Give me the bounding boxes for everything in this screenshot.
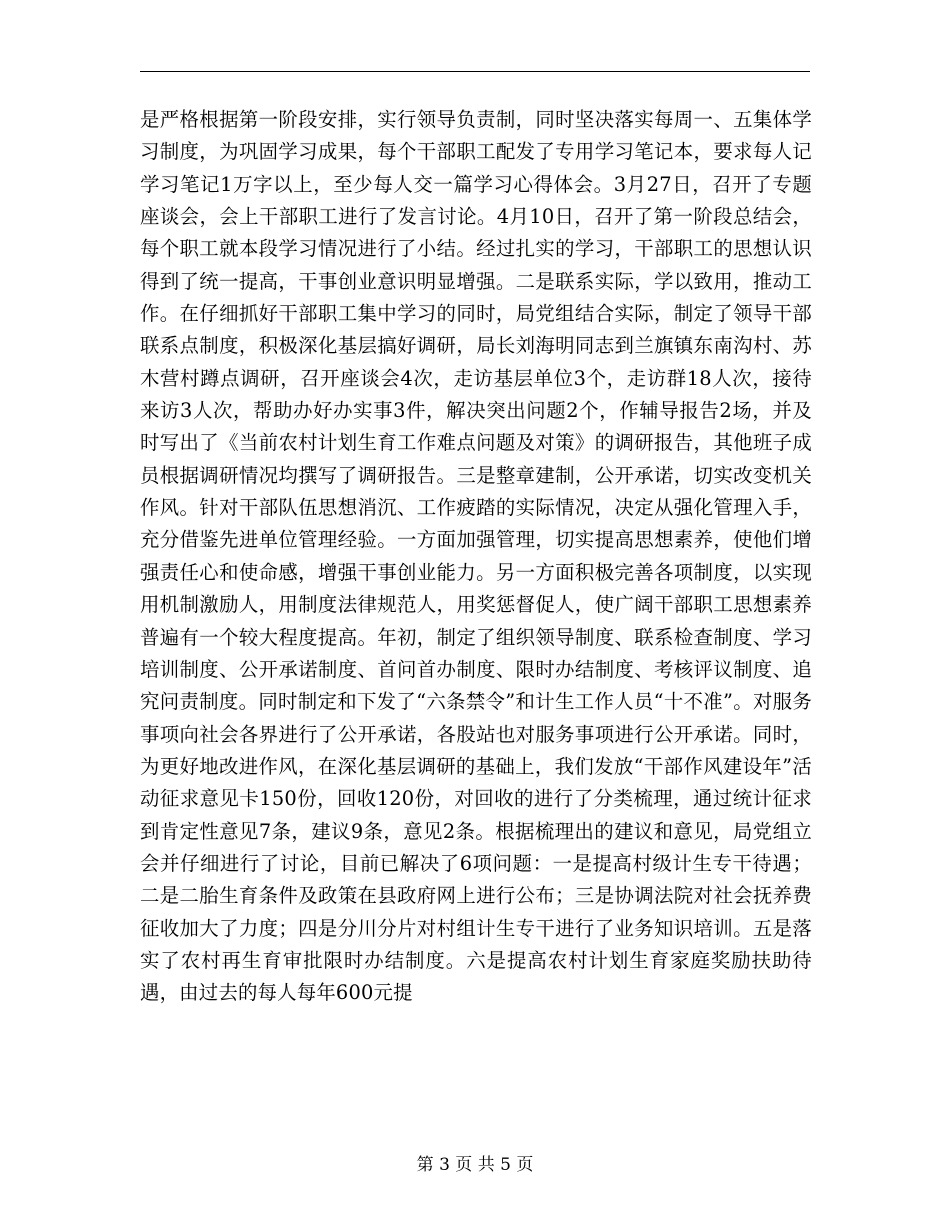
page-number: 第 3 页 共 5 页 [416,1155,534,1175]
header-divider [140,71,810,72]
body-paragraph: 是严格根据第一阶段安排，实行领导负责制，同时坚决落实每周一、五集体学习制度，为巩固学习成果，每个干部职工配发了专用学习笔记本，要求每人记学习笔记1万字以上，至少每人交一篇学习心得体会。3月27日，召开了专题座谈会，会上干部职工进行了发言讨论。4月10日，召开了第一阶段总结会，每个职工就本段学习情况进行了小结。经过扎实的学习，干部职工的思想认识得到了统一提高，干事创业意识明显增强。二是联系实际，学以致用，推动工作。在仔细抓好干部职工集中学习的同时，局党组结合实际，制定了领导干部联系点制度，积极深化基层搞好调研，局长刘海明同志到兰旗镇东南沟村、苏木营村蹲点调研，召开座谈会4次，走访基层单位3个，走访群18人次，接待来访3人次，帮助办好办实事3件，解决突出问题2个，作辅导报告2场，并及时写出了《当前农村计划生育工作难点问题及对策》的调研报告，其他班子成员根据调研情况均撰写了调研报告。三是整章建制，公开承诺，切实改变机关作风。针对干部队伍思想消沉、工作疲踏的实际情况，决定从强化管理入手，充分借鉴先进单位管理经验。一方面加强管理，切实提高思想素养，使他们增强责任心和使命感，增强干事创业能力。另一方面积极完善各项制度，以实现用机制激励人，用制度法律规范人，用奖惩督促人，使广阔干部职工思想素养普遍有一个较大程度提高。年初，制定了组织领导制度、联系检查制度、学习培训制度、公开承诺制度、首问首办制度、限时办结制度、考核评议制度、追究问责制度。同时制定和下发了“六条禁令”和计生工作人员“十不准”。对服务事项向社会各界进行了公开承诺，各股站也对服务事项进行公开承诺。同时，为更好地改进作风，在深化基层调研的基础上，我们发放“干部作风建设年”活动征求意见卡150份，回收120份，对回收的进行了分类梳理，通过统计征求到肯定性意见7条，建议9条，意见2条。根据梳理出的建议和意见，局党组立会并仔细进行了讨论，目前已解决了6项问题：一是提高村级计生专干待遇；二是二胎生育条件及政策在县政府网上进行公布；三是协调法院对社会抚养费征收加大了力度；四是分川分片对村组计生专干进行了业务知识培训。五是落实了农村再生育审批限时办结制度。六是提高农村计划生育家庭奖励扶助待遇，由过去的每人每年600元提 [140,108,812,1005]
